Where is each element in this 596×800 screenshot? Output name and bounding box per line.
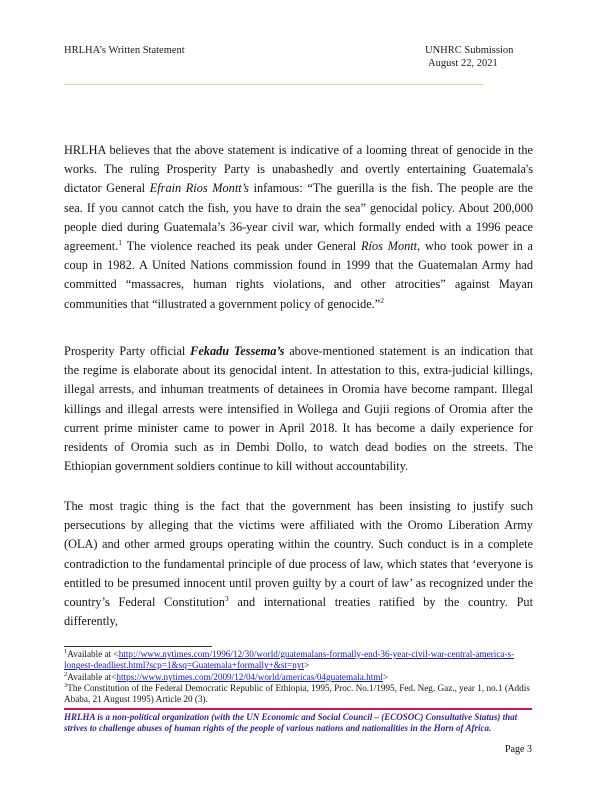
footnote-3-number: 3 (64, 681, 68, 689)
footnote-2-link[interactable]: https://www.nytimes.com/2009/12/04/world/americas/04guatemala.html (116, 672, 383, 682)
footnote-2 (64, 672, 534, 683)
footnote-1-suffix: > (303, 660, 310, 671)
footnote-1-link[interactable]: http://www.nytimes.com/1996/12/30/world/guatemalans-formally-end-36-year-civil-war-central-america-s-longest-deadliest.html?scp=1&sq=Guatemala+formally+&st=nyt (64, 649, 515, 671)
footnote-2-suffix: > (382, 672, 389, 682)
paragraph-1 (64, 141, 533, 314)
header-right-date: August 22, 2021 (428, 58, 498, 69)
p1-italic-rios-montt: Ríos Montt (361, 239, 418, 254)
p1-italic-montt: Efrain Rios Montt’s (149, 181, 249, 196)
footer-organization-note: HRLHA is a non-political organization (with the UN Economic and Social Council – (ECOSOC) Consultative Status) that strives to challenge abuses of human rights of the people of various nations and nationalities in the Horn of Africa. (64, 712, 518, 733)
footnote-1 (64, 649, 534, 672)
paragraph-3 (64, 497, 533, 631)
p3-text-1: The most tragic thing is the fact that the government has been insisting to justify such persecutions by alleging that the victims were affiliated with the Oromo Liberation Army (OLA) and other armed groups operating within the country. Such conduct is in a complete contradiction to the fundamental principle of due process of law, which states that ‘everyone is entitled to be presumed innocent until proven guilty by a court of law’ as recognized under the country’s Federal Constitution (64, 499, 533, 610)
p1-text-4: , who took power in a coup in 1982. A United Nations commission found in 1999 that the Guatemalan Army had committed “massacres, human rights violations, and other atrocities” against Mayan communities that “illustrated a government policy of genocide.” (64, 239, 533, 311)
footnote-1-number: 1 (64, 647, 68, 655)
paragraph-2 (64, 342, 533, 476)
footer-divider (64, 708, 532, 710)
p2-text-2: above-mentioned statement is an indication that the regime is elaborate about its genocidal intent. In attestation to this, extra-judicial killings, illegal arrests, and inhuman treatments of detainees in Oromia have become rampant. Illegal killings and illegal arrests were intensified in Wollega and Gujii regions of Oromia after the current prime minister came to power in April 2018. It has become a daily experience for residents of Oromia such as in Dembi Dollo, to watch dead bodies on the streets. The Ethiopian government soldiers continue to kill without accountability. (64, 344, 534, 474)
p3-text-2: and international treaties ratified by the country. Put differently, (64, 595, 533, 629)
footnote-3-visible (64, 683, 534, 706)
footnote-1-prefix: Available at < (67, 649, 119, 659)
p1-text-1: HRLHA believes that the above statement is indicative of a looming threat of genocide in the works. The ruling Prosperity Party is unabashedly and overtly entertaining Guatemala's dictator General (64, 143, 533, 196)
page-number: Page 3 (505, 744, 532, 755)
footnote-ref-2: 2 (380, 295, 384, 305)
footnote-rule (64, 646, 212, 647)
header-left: HRLHA’s Written Statement (64, 45, 185, 56)
footnote-3-text: The Constitution of the Federal Democratic Republic of Ethiopia, 1995, Proc. No.1/1995, Fed. Neg. Gaz., year 1, no.1 (Addis Ababa, 21 August 1995) Article 20 (3). (64, 683, 530, 705)
footnote-2-prefix: Available at< (67, 672, 117, 682)
footnote-2-number: 2 (64, 670, 68, 678)
p1-text-2: infamous: “The guerilla is the fish. The people are the sea. If you cannot catch the fish, you have to drain the sea” genocidal policy. About 200,000 people died during Guatemala’s 36-year civil war, which formally ended with a 1996 peace agreement. (64, 181, 533, 254)
p2-bold-name: Fekadu Tessema’s (190, 344, 285, 358)
header-rule (64, 84, 484, 85)
footnote-ref-3: 3 (224, 593, 229, 603)
p2-text-1: Prosperity Party official (64, 344, 191, 358)
p1-text-3: The violence reached its peak under General (122, 239, 362, 254)
header-right-title: UNHRC Submission (425, 45, 514, 56)
footnote-ref-1: 1 (118, 237, 123, 247)
